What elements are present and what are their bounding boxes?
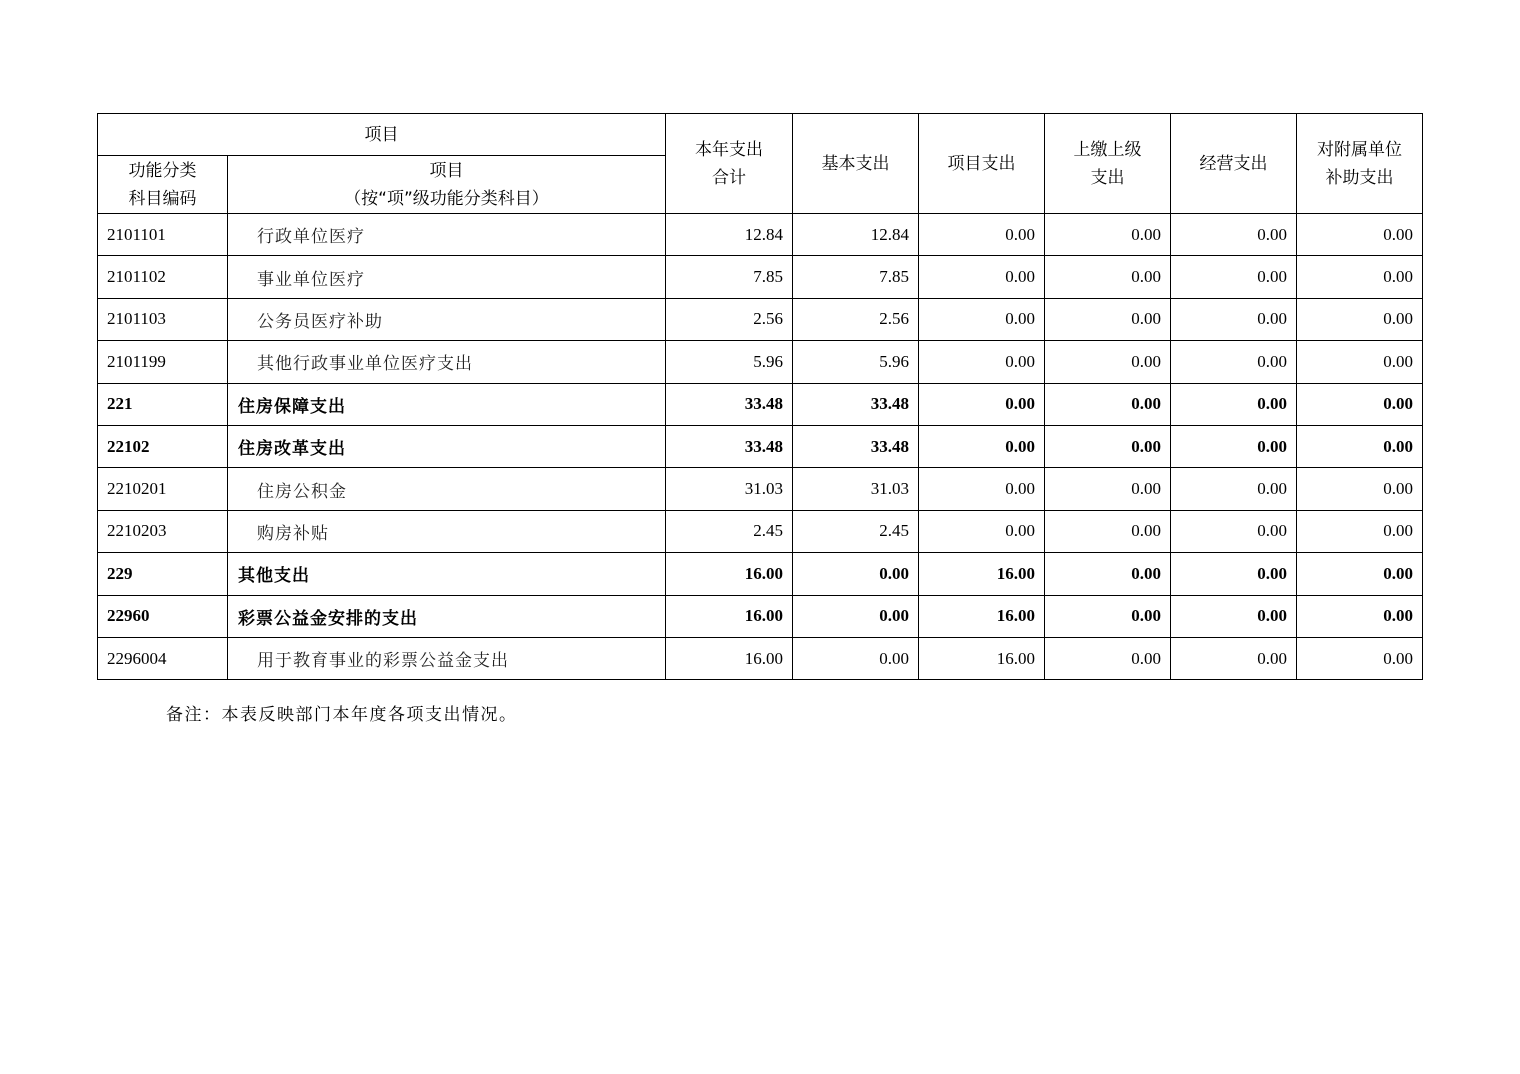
- row-project: 0.00: [919, 425, 1045, 467]
- row-business: 0.00: [1171, 637, 1297, 679]
- row-basic: 33.48: [793, 383, 919, 425]
- row-basic: 2.45: [793, 510, 919, 552]
- row-name: 公务员医疗补助: [228, 298, 666, 340]
- header-business: 经营支出: [1171, 114, 1297, 214]
- row-name: 其他支出: [228, 553, 666, 595]
- row-subsidy: 0.00: [1297, 256, 1423, 298]
- table-row: [98, 637, 1423, 679]
- row-project: 0.00: [919, 256, 1045, 298]
- header-group-item: 项目: [98, 114, 666, 156]
- row-basic: 12.84: [793, 214, 919, 256]
- row-total: 2.45: [666, 510, 793, 552]
- row-name: 住房保障支出: [228, 383, 666, 425]
- row-subsidy: 0.00: [1297, 425, 1423, 467]
- row-name: 行政单位医疗: [228, 214, 666, 256]
- row-upper: 0.00: [1045, 510, 1171, 552]
- row-name: 购房补贴: [228, 510, 666, 552]
- row-upper: 0.00: [1045, 214, 1171, 256]
- row-project: 0.00: [919, 383, 1045, 425]
- table-row: [98, 298, 1423, 340]
- row-project: 0.00: [919, 468, 1045, 510]
- table-row: [98, 341, 1423, 383]
- row-upper: 0.00: [1045, 298, 1171, 340]
- row-code: 2101101: [98, 214, 228, 256]
- row-total: 12.84: [666, 214, 793, 256]
- row-subsidy: 0.00: [1297, 383, 1423, 425]
- row-upper: 0.00: [1045, 595, 1171, 637]
- row-subsidy: 0.00: [1297, 637, 1423, 679]
- row-total: 33.48: [666, 383, 793, 425]
- row-project: 0.00: [919, 298, 1045, 340]
- row-basic: 33.48: [793, 425, 919, 467]
- table-row: [98, 214, 1423, 256]
- row-project: 0.00: [919, 214, 1045, 256]
- row-project: 0.00: [919, 510, 1045, 552]
- row-subsidy: 0.00: [1297, 214, 1423, 256]
- table-row: [98, 425, 1423, 467]
- row-project: 0.00: [919, 341, 1045, 383]
- row-project: 16.00: [919, 553, 1045, 595]
- row-total: 7.85: [666, 256, 793, 298]
- row-upper: 0.00: [1045, 637, 1171, 679]
- row-business: 0.00: [1171, 553, 1297, 595]
- row-total: 31.03: [666, 468, 793, 510]
- row-subsidy: 0.00: [1297, 553, 1423, 595]
- row-business: 0.00: [1171, 341, 1297, 383]
- row-business: 0.00: [1171, 595, 1297, 637]
- table-row: [98, 256, 1423, 298]
- row-upper: 0.00: [1045, 383, 1171, 425]
- row-business: 0.00: [1171, 425, 1297, 467]
- row-name: 彩票公益金安排的支出: [228, 595, 666, 637]
- expenditure-table: [97, 113, 1423, 680]
- row-subsidy: 0.00: [1297, 298, 1423, 340]
- row-upper: 0.00: [1045, 256, 1171, 298]
- row-business: 0.00: [1171, 256, 1297, 298]
- header-total: 本年支出 合计: [666, 114, 793, 214]
- row-total: 16.00: [666, 553, 793, 595]
- row-total: 16.00: [666, 637, 793, 679]
- row-code: 2101103: [98, 298, 228, 340]
- row-name: 住房公积金: [228, 468, 666, 510]
- row-code: 2210203: [98, 510, 228, 552]
- row-business: 0.00: [1171, 510, 1297, 552]
- header-code: 功能分类 科目编码: [98, 156, 228, 214]
- row-upper: 0.00: [1045, 553, 1171, 595]
- row-total: 16.00: [666, 595, 793, 637]
- header-project: 项目支出: [919, 114, 1045, 214]
- row-code: 22960: [98, 595, 228, 637]
- row-subsidy: 0.00: [1297, 468, 1423, 510]
- row-subsidy: 0.00: [1297, 510, 1423, 552]
- table-row: [98, 553, 1423, 595]
- row-basic: 0.00: [793, 637, 919, 679]
- row-name: 住房改革支出: [228, 425, 666, 467]
- table-note: 备注：本表反映部门本年度各项支出情况。: [166, 705, 518, 725]
- row-upper: 0.00: [1045, 341, 1171, 383]
- row-code: 2101199: [98, 341, 228, 383]
- row-name: 事业单位医疗: [228, 256, 666, 298]
- table-row: [98, 468, 1423, 510]
- header-upper: 上缴上级 支出: [1045, 114, 1171, 214]
- row-business: 0.00: [1171, 214, 1297, 256]
- row-basic: 31.03: [793, 468, 919, 510]
- row-basic: 0.00: [793, 595, 919, 637]
- row-code: 229: [98, 553, 228, 595]
- row-subsidy: 0.00: [1297, 341, 1423, 383]
- row-name: 用于教育事业的彩票公益金支出: [228, 637, 666, 679]
- table-row: [98, 510, 1423, 552]
- row-code: 22102: [98, 425, 228, 467]
- table-row: [98, 383, 1423, 425]
- row-code: 2296004: [98, 637, 228, 679]
- row-project: 16.00: [919, 595, 1045, 637]
- row-basic: 0.00: [793, 553, 919, 595]
- row-code: 221: [98, 383, 228, 425]
- row-business: 0.00: [1171, 298, 1297, 340]
- row-total: 5.96: [666, 341, 793, 383]
- row-total: 2.56: [666, 298, 793, 340]
- row-code: 2210201: [98, 468, 228, 510]
- row-upper: 0.00: [1045, 425, 1171, 467]
- row-basic: 7.85: [793, 256, 919, 298]
- row-basic: 2.56: [793, 298, 919, 340]
- row-subsidy: 0.00: [1297, 595, 1423, 637]
- header-basic: 基本支出: [793, 114, 919, 214]
- row-code: 2101102: [98, 256, 228, 298]
- row-total: 33.48: [666, 425, 793, 467]
- row-project: 16.00: [919, 637, 1045, 679]
- expenditure-table-container: [97, 113, 1423, 680]
- row-business: 0.00: [1171, 383, 1297, 425]
- header-name: 项目 （按“项”级功能分类科目）: [228, 156, 666, 214]
- row-name: 其他行政事业单位医疗支出: [228, 341, 666, 383]
- row-upper: 0.00: [1045, 468, 1171, 510]
- table-row: [98, 595, 1423, 637]
- header-subsidy: 对附属单位 补助支出: [1297, 114, 1423, 214]
- row-business: 0.00: [1171, 468, 1297, 510]
- row-basic: 5.96: [793, 341, 919, 383]
